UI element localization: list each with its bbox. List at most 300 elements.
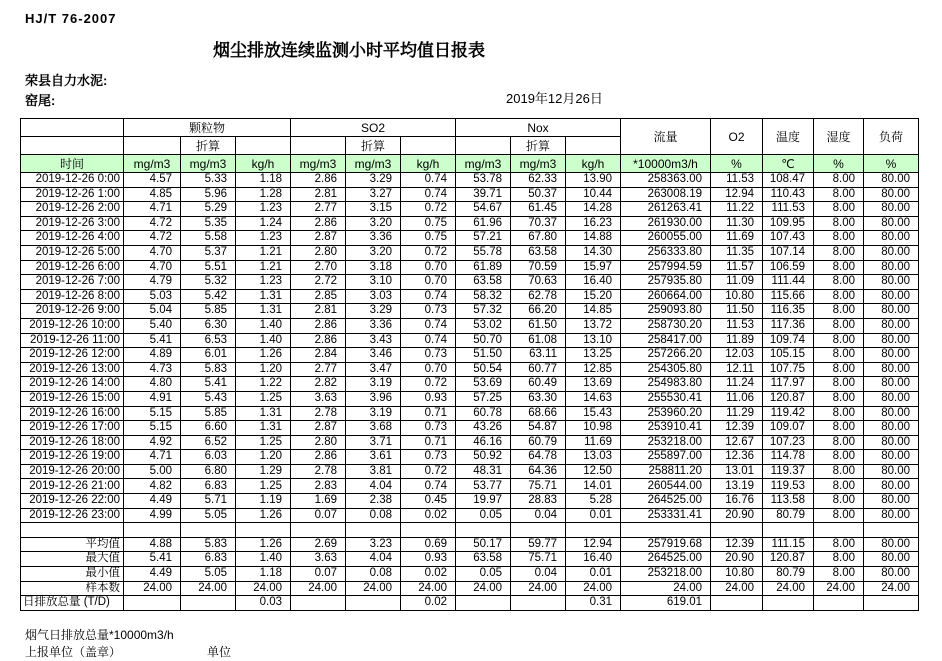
header-row-groups xyxy=(21,119,919,137)
cell-value: 3.18 xyxy=(346,260,401,275)
cell-value: 108.47 xyxy=(763,173,814,188)
cell-value: 8.00 xyxy=(814,318,864,333)
header-blank xyxy=(291,137,346,155)
header-row-units xyxy=(21,155,919,173)
cell-value: 5.43 xyxy=(181,391,236,406)
cell-value: 14.01 xyxy=(566,479,621,494)
cell-value: 5.00 xyxy=(124,464,181,479)
cell-value: 66.20 xyxy=(511,304,566,319)
cell-value: 53.78 xyxy=(456,173,511,188)
cell-label: 2019-12-26 12:00 xyxy=(21,348,124,363)
cell-value: 50.92 xyxy=(456,450,511,465)
cell-value: 80.00 xyxy=(864,464,919,479)
cell-value: 3.29 xyxy=(346,173,401,188)
cell-value: 107.43 xyxy=(763,231,814,246)
cell-value: 258417.00 xyxy=(621,333,711,348)
cell-value: 70.59 xyxy=(511,260,566,275)
cell-value: 13.90 xyxy=(566,173,621,188)
cell-value: 10.44 xyxy=(566,187,621,202)
cell-value: 3.63 xyxy=(291,391,346,406)
cell-value: 253218.00 xyxy=(621,567,711,582)
cell-value: 5.40 xyxy=(124,318,181,333)
data-row xyxy=(21,406,919,421)
cell-label: 2019-12-26 5:00 xyxy=(21,245,124,260)
cell-value: 16.23 xyxy=(566,216,621,231)
cell-value: 5.35 xyxy=(181,216,236,231)
data-row xyxy=(21,333,919,348)
cell-value: 13.19 xyxy=(711,479,763,494)
cell-value xyxy=(236,523,291,538)
cell-value: 8.00 xyxy=(814,464,864,479)
report-date: 2019年12月26日 xyxy=(506,91,603,106)
cell-value: 24.00 xyxy=(566,581,621,596)
cell-value: 57.21 xyxy=(456,231,511,246)
cell-value: 53.02 xyxy=(456,318,511,333)
cell-value: 1.29 xyxy=(236,464,291,479)
cell-value: 1.31 xyxy=(236,421,291,436)
cell-value: 254305.80 xyxy=(621,362,711,377)
cell-value: 8.00 xyxy=(814,552,864,567)
data-row xyxy=(21,275,919,290)
cell-value: 8.00 xyxy=(814,494,864,509)
cell-value: 261930.00 xyxy=(621,216,711,231)
cell-value: 4.04 xyxy=(346,479,401,494)
cell-label: 2019-12-26 19:00 xyxy=(21,450,124,465)
cell-value: 14.28 xyxy=(566,202,621,217)
cell-value: 24.00 xyxy=(291,581,346,596)
cell-value: 10.80 xyxy=(711,289,763,304)
footer-flow-note: 烟气日排放总量*10000m3/h xyxy=(25,628,174,642)
unit-cell: kg/h xyxy=(566,155,621,173)
data-row xyxy=(21,216,919,231)
cell-value: 4.70 xyxy=(124,245,181,260)
cell-value: 24.00 xyxy=(511,581,566,596)
cell-value: 6.83 xyxy=(181,479,236,494)
cell-value: 2.81 xyxy=(291,304,346,319)
cell-value: 8.00 xyxy=(814,289,864,304)
cell-value: 2.86 xyxy=(291,173,346,188)
cell-value: 2.86 xyxy=(291,216,346,231)
cell-value: 3.19 xyxy=(346,377,401,392)
cell-value: 8.00 xyxy=(814,567,864,582)
cell-value: 24.00 xyxy=(346,581,401,596)
data-row xyxy=(21,494,919,509)
cell-value xyxy=(711,596,763,611)
cell-value: 2.80 xyxy=(291,245,346,260)
cell-value: 0.74 xyxy=(401,187,456,202)
cell-value xyxy=(864,596,919,611)
cell-value: 4.49 xyxy=(124,567,181,582)
header-converted-so2: 折算 xyxy=(346,137,401,155)
cell-value: 13.03 xyxy=(566,450,621,465)
cell-value: 63.11 xyxy=(511,348,566,363)
cell-value: 80.00 xyxy=(864,567,919,582)
cell-value: 263008.19 xyxy=(621,187,711,202)
data-row xyxy=(21,377,919,392)
cell-value: 68.66 xyxy=(511,406,566,421)
cell-value: 111.15 xyxy=(763,537,814,552)
cell-value: 14.88 xyxy=(566,231,621,246)
cell-value: 6.53 xyxy=(181,333,236,348)
cell-value: 5.85 xyxy=(181,304,236,319)
cell-value: 106.59 xyxy=(763,260,814,275)
cell-value: 24.00 xyxy=(401,581,456,596)
cell-value: 8.00 xyxy=(814,377,864,392)
cell-value: 5.58 xyxy=(181,231,236,246)
cell-value: 13.69 xyxy=(566,377,621,392)
cell-value: 20.90 xyxy=(711,508,763,523)
cell-value: 3.27 xyxy=(346,187,401,202)
header-flow: 流量 xyxy=(621,119,711,155)
cell-value: 51.50 xyxy=(456,348,511,363)
cell-value: 0.02 xyxy=(401,508,456,523)
cell-label: 平均值 xyxy=(21,537,124,552)
cell-value xyxy=(346,523,401,538)
cell-value: 64.36 xyxy=(511,464,566,479)
cell-value: 2.77 xyxy=(291,362,346,377)
cell-value: 6.80 xyxy=(181,464,236,479)
cell-value: 80.00 xyxy=(864,202,919,217)
cell-value: 1.23 xyxy=(236,202,291,217)
unit-cell: mg/m3 xyxy=(124,155,181,173)
cell-value: 2.81 xyxy=(291,187,346,202)
cell-value: 119.42 xyxy=(763,406,814,421)
cell-value: 3.63 xyxy=(291,552,346,567)
cell-value: 256333.80 xyxy=(621,245,711,260)
header-blank xyxy=(236,137,291,155)
cell-label: 2019-12-26 18:00 xyxy=(21,435,124,450)
cell-value: 0.93 xyxy=(401,552,456,567)
cell-value: 55.78 xyxy=(456,245,511,260)
cell-value: 24.00 xyxy=(763,581,814,596)
cell-label: 2019-12-26 3:00 xyxy=(21,216,124,231)
cell-value: 4.73 xyxy=(124,362,181,377)
cell-value: 24.00 xyxy=(181,581,236,596)
cell-value: 0.07 xyxy=(291,508,346,523)
cell-value: 57.32 xyxy=(456,304,511,319)
unit-cell: % xyxy=(814,155,864,173)
cell-value: 13.72 xyxy=(566,318,621,333)
cell-value: 257935.80 xyxy=(621,275,711,290)
cell-label: 2019-12-26 4:00 xyxy=(21,231,124,246)
cell-value: 2.83 xyxy=(291,479,346,494)
cell-value: 2.87 xyxy=(291,421,346,436)
cell-label: 2019-12-26 7:00 xyxy=(21,275,124,290)
cell-value: 2.77 xyxy=(291,202,346,217)
cell-value: 60.79 xyxy=(511,435,566,450)
cell-value: 1.26 xyxy=(236,348,291,363)
cell-label: 2019-12-26 17:00 xyxy=(21,421,124,436)
cell-value: 2.80 xyxy=(291,435,346,450)
cell-value: 258730.20 xyxy=(621,318,711,333)
cell-value: 117.97 xyxy=(763,377,814,392)
cell-value: 1.40 xyxy=(236,333,291,348)
cell-value: 4.04 xyxy=(346,552,401,567)
cell-value: 8.00 xyxy=(814,537,864,552)
cell-value: 11.22 xyxy=(711,202,763,217)
header-blank xyxy=(566,137,621,155)
cell-value: 11.89 xyxy=(711,333,763,348)
cell-value xyxy=(763,596,814,611)
cell-value: 0.31 xyxy=(566,596,621,611)
cell-value: 60.78 xyxy=(456,406,511,421)
cell-value: 61.96 xyxy=(456,216,511,231)
cell-value: 8.00 xyxy=(814,391,864,406)
cell-value: 60.77 xyxy=(511,362,566,377)
cell-value: 2.87 xyxy=(291,231,346,246)
cell-value: 4.80 xyxy=(124,377,181,392)
cell-value: 0.45 xyxy=(401,494,456,509)
cell-value: 1.20 xyxy=(236,450,291,465)
data-row xyxy=(21,173,919,188)
cell-value: 8.00 xyxy=(814,275,864,290)
unit-cell: % xyxy=(864,155,919,173)
cell-value xyxy=(346,596,401,611)
cell-value: 0.70 xyxy=(401,260,456,275)
unit-cell: ℃ xyxy=(763,155,814,173)
cell-value: 15.43 xyxy=(566,406,621,421)
cell-value: 4.71 xyxy=(124,450,181,465)
cell-value: 46.16 xyxy=(456,435,511,450)
cell-value: 2.72 xyxy=(291,275,346,290)
cell-value: 1.21 xyxy=(236,245,291,260)
cell-value: 5.41 xyxy=(181,377,236,392)
cell-value: 3.29 xyxy=(346,304,401,319)
unit-cell: mg/m3 xyxy=(456,155,511,173)
cell-value: 0.03 xyxy=(236,596,291,611)
header-humidity: 湿度 xyxy=(814,119,864,155)
cell-value: 1.23 xyxy=(236,231,291,246)
cell-value: 54.67 xyxy=(456,202,511,217)
cell-value: 2.70 xyxy=(291,260,346,275)
cell-value: 1.24 xyxy=(236,216,291,231)
header-converted-nox: 折算 xyxy=(511,137,566,155)
cell-value: 1.25 xyxy=(236,391,291,406)
cell-value: 5.41 xyxy=(124,333,181,348)
cell-value: 39.71 xyxy=(456,187,511,202)
cell-value: 14.85 xyxy=(566,304,621,319)
summary-row xyxy=(21,596,919,611)
cell-value: 24.00 xyxy=(864,581,919,596)
cell-value: 80.79 xyxy=(763,508,814,523)
cell-value: 0.01 xyxy=(566,508,621,523)
cell-value: 50.70 xyxy=(456,333,511,348)
cell-value: 3.68 xyxy=(346,421,401,436)
cell-label: 2019-12-26 23:00 xyxy=(21,508,124,523)
unit-cell: *10000m3/h xyxy=(621,155,711,173)
cell-value: 0.74 xyxy=(401,173,456,188)
cell-value: 5.42 xyxy=(181,289,236,304)
cell-value: 5.03 xyxy=(124,289,181,304)
cell-value: 80.00 xyxy=(864,508,919,523)
cell-value: 5.51 xyxy=(181,260,236,275)
cell-value: 8.00 xyxy=(814,260,864,275)
cell-value: 11.24 xyxy=(711,377,763,392)
cell-value: 6.03 xyxy=(181,450,236,465)
cell-value: 1.31 xyxy=(236,304,291,319)
cell-value: 70.63 xyxy=(511,275,566,290)
cell-value: 61.45 xyxy=(511,202,566,217)
cell-value: 24.00 xyxy=(711,581,763,596)
cell-value: 4.79 xyxy=(124,275,181,290)
cell-value: 11.35 xyxy=(711,245,763,260)
cell-value: 16.40 xyxy=(566,275,621,290)
cell-value: 253331.41 xyxy=(621,508,711,523)
cell-value: 2.78 xyxy=(291,406,346,421)
data-row xyxy=(21,391,919,406)
cell-value: 24.00 xyxy=(124,581,181,596)
cell-value: 253910.41 xyxy=(621,421,711,436)
cell-value: 12.67 xyxy=(711,435,763,450)
cell-value: 257266.20 xyxy=(621,348,711,363)
cell-value: 80.00 xyxy=(864,187,919,202)
data-row xyxy=(21,304,919,319)
cell-value: 53.77 xyxy=(456,479,511,494)
cell-value: 4.99 xyxy=(124,508,181,523)
header-spacer xyxy=(21,137,124,155)
cell-value: 1.21 xyxy=(236,260,291,275)
cell-value: 80.00 xyxy=(864,377,919,392)
cell-label: 最大值 xyxy=(21,552,124,567)
cell-value: 61.89 xyxy=(456,260,511,275)
cell-value: 1.40 xyxy=(236,318,291,333)
cell-value: 12.11 xyxy=(711,362,763,377)
cell-value: 253218.00 xyxy=(621,435,711,450)
cell-value: 107.23 xyxy=(763,435,814,450)
cell-value: 8.00 xyxy=(814,479,864,494)
cell-value: 115.66 xyxy=(763,289,814,304)
cell-value: 8.00 xyxy=(814,231,864,246)
cell-value: 11.69 xyxy=(566,435,621,450)
cell-value: 107.75 xyxy=(763,362,814,377)
cell-value: 0.02 xyxy=(401,567,456,582)
cell-value: 63.58 xyxy=(456,552,511,567)
cell-value: 80.79 xyxy=(763,567,814,582)
cell-label: 最小值 xyxy=(21,567,124,582)
cell-value: 19.97 xyxy=(456,494,511,509)
cell-value: 5.28 xyxy=(566,494,621,509)
cell-value: 1.20 xyxy=(236,362,291,377)
cell-value: 80.00 xyxy=(864,435,919,450)
cell-value: 80.00 xyxy=(864,391,919,406)
cell-value: 6.83 xyxy=(181,552,236,567)
cell-value: 0.08 xyxy=(346,508,401,523)
cell-value: 24.00 xyxy=(456,581,511,596)
cell-value: 253960.20 xyxy=(621,406,711,421)
cell-value: 3.71 xyxy=(346,435,401,450)
unit-cell: % xyxy=(711,155,763,173)
cell-value: 4.57 xyxy=(124,173,181,188)
header-spacer xyxy=(21,119,124,137)
cell-value: 60.49 xyxy=(511,377,566,392)
group-header-so2: SO2 xyxy=(291,119,456,137)
cell-value: 11.09 xyxy=(711,275,763,290)
cell-value xyxy=(181,596,236,611)
cell-value: 12.50 xyxy=(566,464,621,479)
cell-value: 0.72 xyxy=(401,245,456,260)
cell-value: 59.77 xyxy=(511,537,566,552)
group-header-pm: 颗粒物 xyxy=(124,119,291,137)
cell-value: 6.30 xyxy=(181,318,236,333)
cell-value: 80.00 xyxy=(864,552,919,567)
cell-value: 8.00 xyxy=(814,348,864,363)
cell-value: 1.19 xyxy=(236,494,291,509)
cell-value: 63.30 xyxy=(511,391,566,406)
cell-value xyxy=(124,523,181,538)
cell-value: 5.37 xyxy=(181,245,236,260)
unit-cell: mg/m3 xyxy=(346,155,401,173)
cell-label: 2019-12-26 13:00 xyxy=(21,362,124,377)
cell-value: 8.00 xyxy=(814,508,864,523)
cell-value: 0.04 xyxy=(511,567,566,582)
cell-value: 1.23 xyxy=(236,275,291,290)
cell-value: 10.80 xyxy=(711,567,763,582)
cell-value: 80.00 xyxy=(864,362,919,377)
cell-value: 57.25 xyxy=(456,391,511,406)
cell-value: 5.32 xyxy=(181,275,236,290)
cell-value: 1.31 xyxy=(236,406,291,421)
cell-value: 8.00 xyxy=(814,216,864,231)
cell-value: 4.71 xyxy=(124,202,181,217)
cell-value: 61.08 xyxy=(511,333,566,348)
cell-value: 4.49 xyxy=(124,494,181,509)
blank-row xyxy=(21,523,919,538)
cell-value: 8.00 xyxy=(814,435,864,450)
cell-value: 4.82 xyxy=(124,479,181,494)
cell-value: 11.57 xyxy=(711,260,763,275)
cell-label: 2019-12-26 1:00 xyxy=(21,187,124,202)
cell-value: 5.96 xyxy=(181,187,236,202)
cell-value: 62.78 xyxy=(511,289,566,304)
cell-value xyxy=(401,523,456,538)
cell-value: 111.44 xyxy=(763,275,814,290)
cell-value: 4.70 xyxy=(124,260,181,275)
cell-value: 5.05 xyxy=(181,508,236,523)
data-row xyxy=(21,435,919,450)
cell-value: 3.20 xyxy=(346,245,401,260)
cell-value: 260664.00 xyxy=(621,289,711,304)
cell-value xyxy=(511,596,566,611)
cell-value: 4.91 xyxy=(124,391,181,406)
cell-value: 107.14 xyxy=(763,245,814,260)
cell-value: 0.01 xyxy=(566,567,621,582)
report-table-wrap xyxy=(20,118,919,611)
cell-value xyxy=(814,523,864,538)
unit-cell: mg/m3 xyxy=(181,155,236,173)
cell-value: 14.30 xyxy=(566,245,621,260)
cell-value: 28.83 xyxy=(511,494,566,509)
cell-value: 2.86 xyxy=(291,318,346,333)
unit-cell: mg/m3 xyxy=(291,155,346,173)
cell-label: 日排放总量 (T/D) xyxy=(21,596,124,611)
cell-value: 4.72 xyxy=(124,231,181,246)
cell-value: 16.40 xyxy=(566,552,621,567)
cell-value xyxy=(763,523,814,538)
cell-value: 3.36 xyxy=(346,231,401,246)
cell-value: 258811.20 xyxy=(621,464,711,479)
data-row xyxy=(21,508,919,523)
header-temperature: 温度 xyxy=(763,119,814,155)
cell-value: 6.01 xyxy=(181,348,236,363)
cell-value: 11.53 xyxy=(711,173,763,188)
cell-value: 0.71 xyxy=(401,406,456,421)
unit-cell: mg/m3 xyxy=(511,155,566,173)
cell-value: 109.95 xyxy=(763,216,814,231)
cell-value xyxy=(291,523,346,538)
cell-value: 261263.41 xyxy=(621,202,711,217)
cell-value: 14.63 xyxy=(566,391,621,406)
cell-value: 120.87 xyxy=(763,391,814,406)
